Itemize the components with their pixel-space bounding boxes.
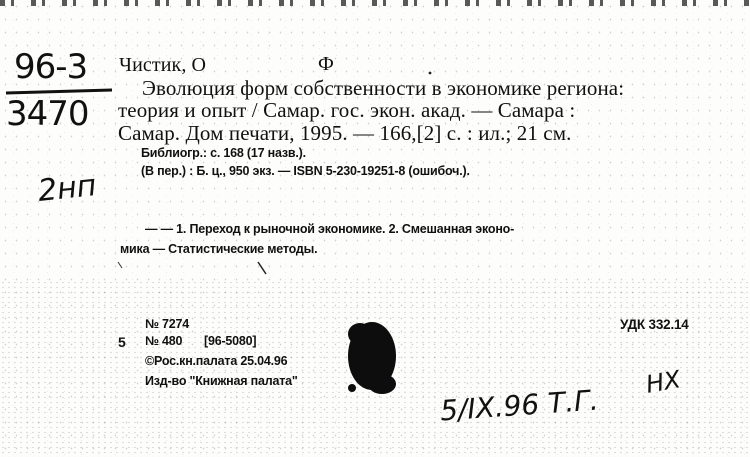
record-number-2-extra: [96-5080]	[204, 334, 257, 348]
handwritten-date: 5/IX.96 Т.Г.	[439, 383, 600, 428]
call-number-bottom: 3470	[6, 94, 89, 134]
binding-isbn: (В пер.) : Б. ц., 950 экз. — ISBN 5-230-19251-8 (ошибоч.).	[141, 164, 470, 178]
record-number-2: № 480	[145, 334, 183, 348]
record-prefix: 5	[118, 334, 126, 350]
entry-line-1: Эволюция форм собственности в экономике региона:	[142, 76, 625, 100]
bibliography-note: Библиогр.: с. 168 (17 назв.).	[141, 146, 306, 160]
handwritten-mark: 2нп	[36, 168, 98, 209]
author: Чистик, О	[119, 54, 207, 76]
author-extra: Ф	[318, 53, 334, 75]
subjects-line-1: — — 1. Переход к рыночной экономике. 2. Смешанная эконо-	[145, 222, 515, 236]
call-number-top: 96-3	[14, 47, 88, 87]
subjects-line-2: мика — Статистические методы.	[120, 242, 318, 256]
entry-line-2: теория и опыт / Самар. гос. экон. акад. — Самара :	[118, 98, 576, 122]
handwritten-initials: НХ	[643, 365, 683, 399]
publisher-copy: ©Рос.кн.палата 25.04.96	[145, 354, 288, 368]
publisher: Изд-во "Книжная палата"	[145, 374, 298, 388]
udk-code: УДК 332.14	[620, 317, 689, 332]
record-number-1: № 7274	[145, 317, 190, 331]
entry-line-3: Самар. Дом печати, 1995. — 166,[2] с. : ил.; 21 см.	[118, 121, 572, 145]
